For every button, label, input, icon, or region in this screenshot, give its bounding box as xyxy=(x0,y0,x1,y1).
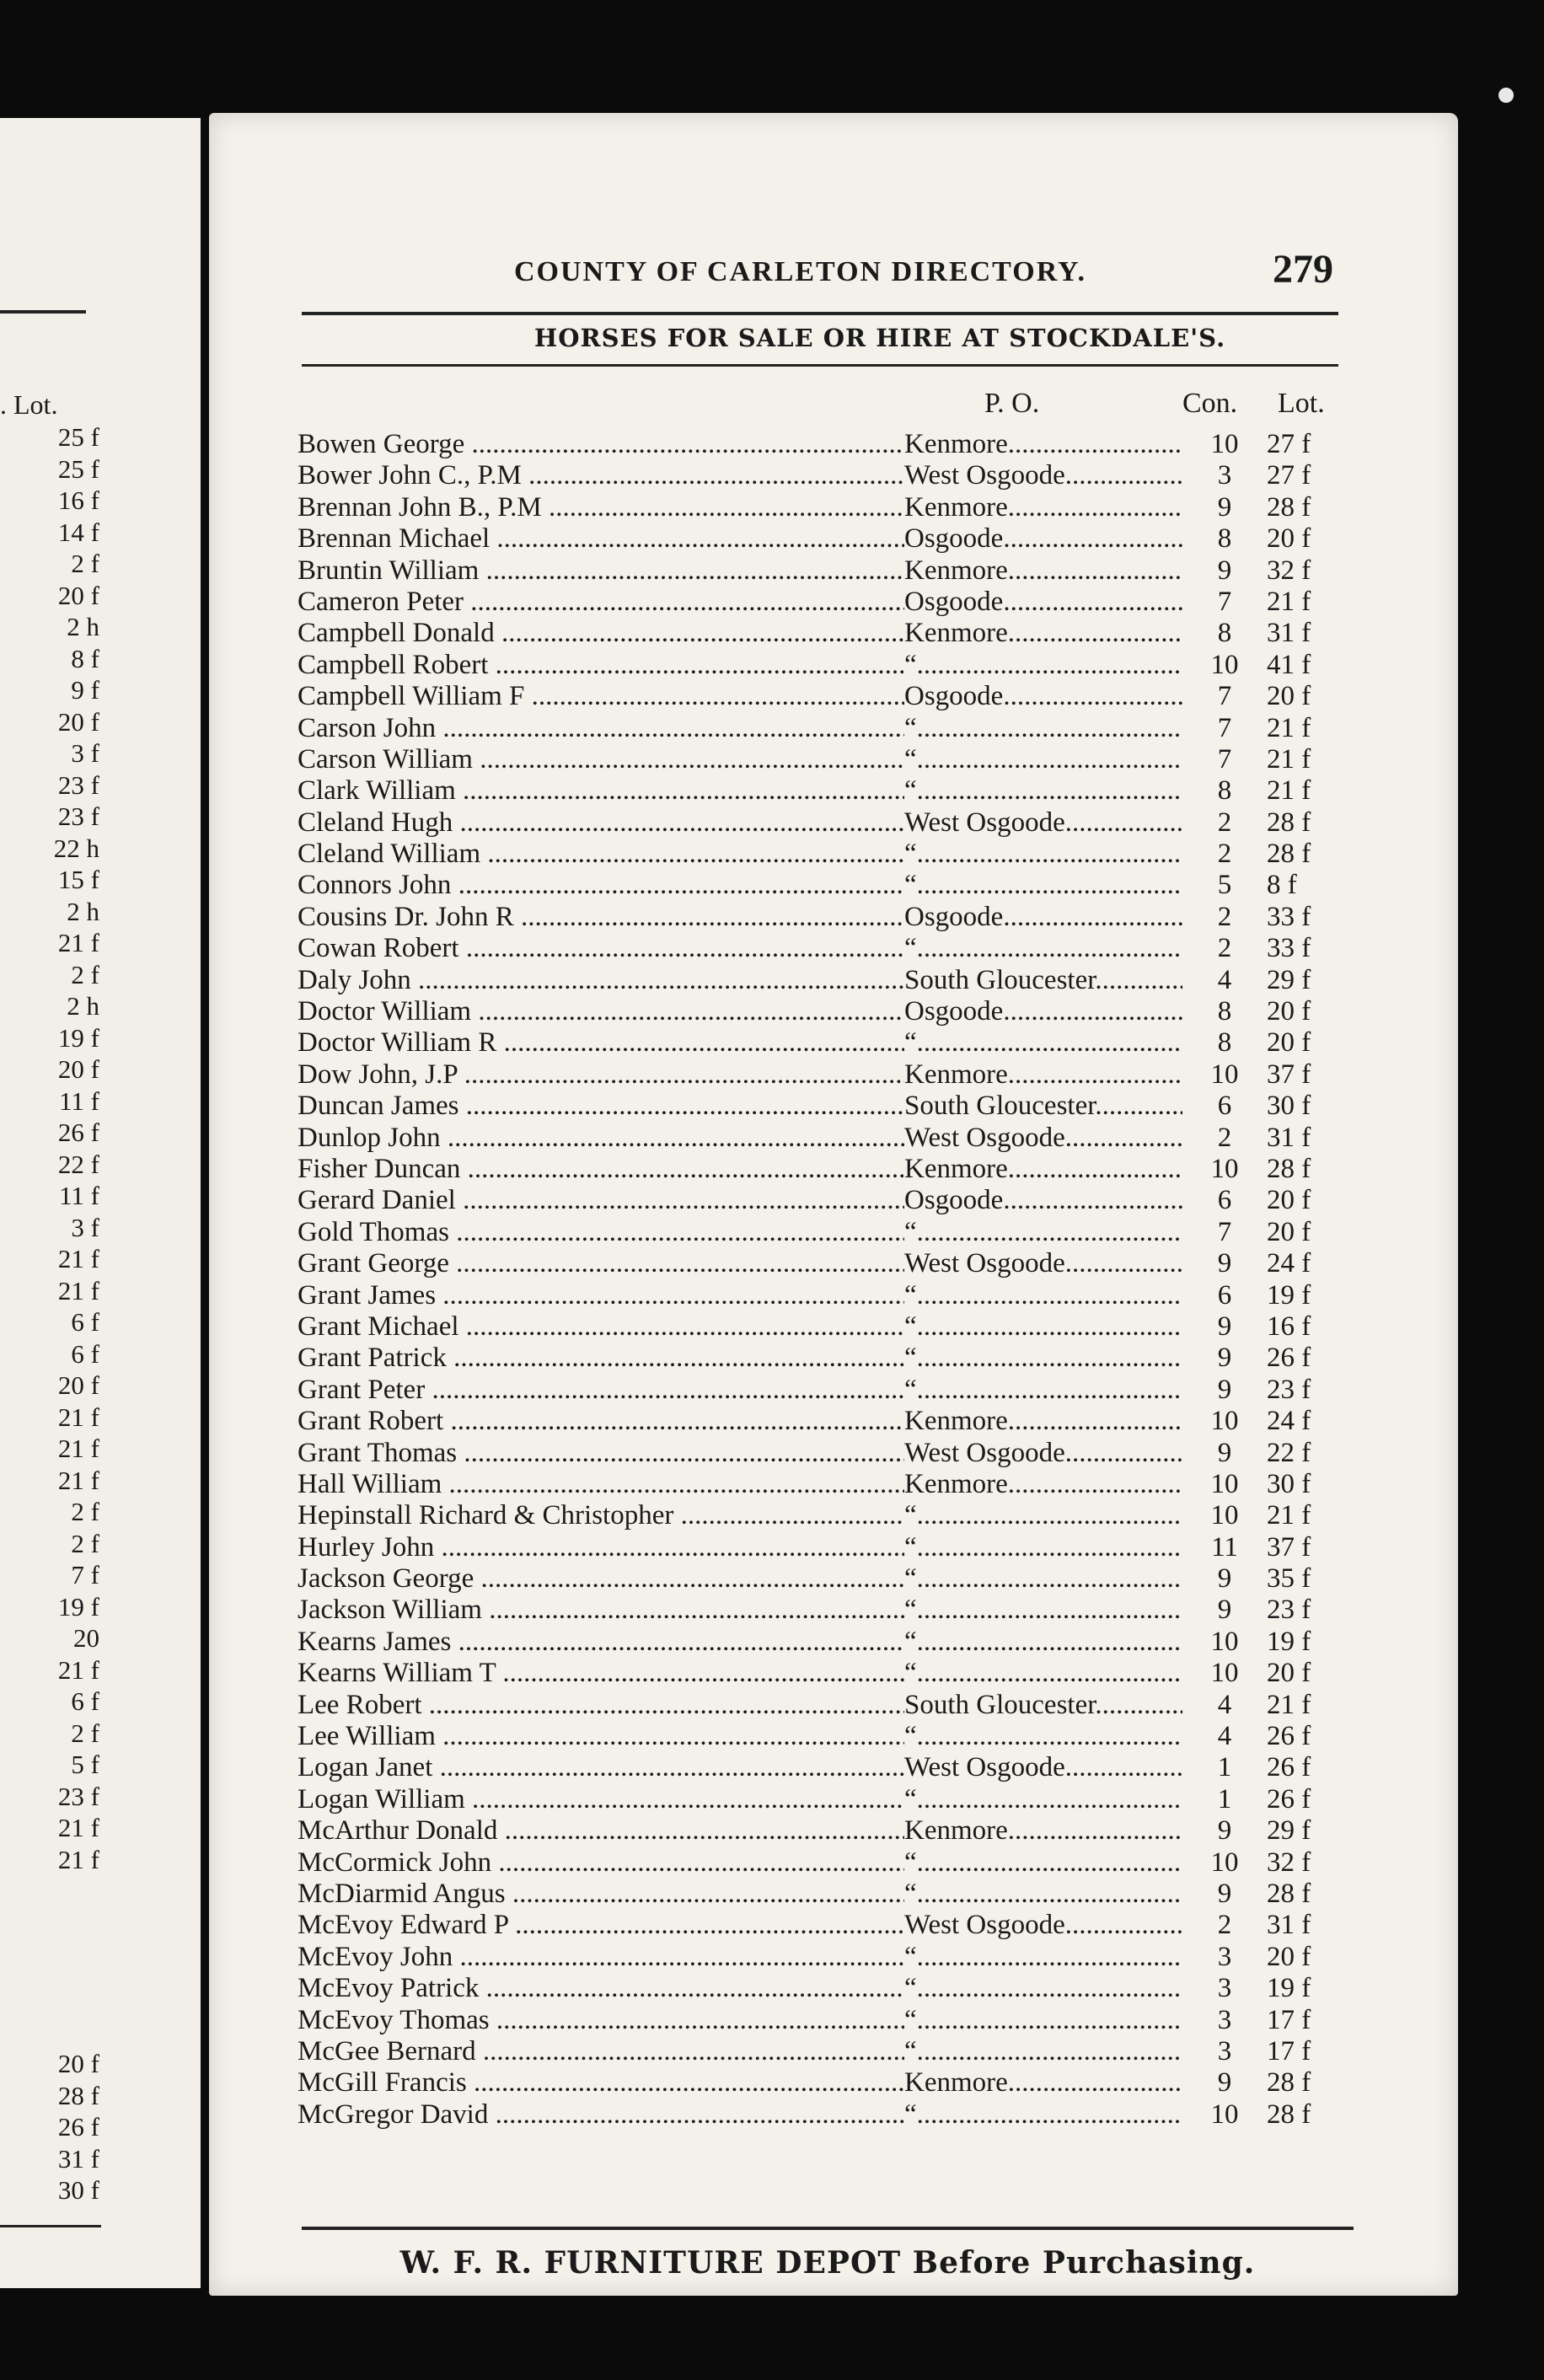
table-row xyxy=(298,1500,1359,1531)
concession: 1 xyxy=(1217,1752,1232,1783)
concession: 10 xyxy=(1210,1626,1239,1657)
lot-number: 16 f xyxy=(1267,1311,1311,1342)
table-row xyxy=(298,555,1359,587)
lot-number: 17 f xyxy=(1267,2035,1311,2066)
lot-number: 17 f xyxy=(1267,2004,1311,2035)
lot-number: 41 f xyxy=(1267,649,1311,680)
table-row xyxy=(298,1690,1359,1721)
resident-name: Daly John ..... xyxy=(298,965,904,996)
lot-number: 21 f xyxy=(1267,586,1311,617)
post-office: “ ..... xyxy=(904,933,1182,964)
table-row xyxy=(298,1311,1359,1343)
resident-name: Logan William ..... xyxy=(298,1784,904,1815)
table-row xyxy=(298,681,1359,712)
concession: 8 xyxy=(1217,618,1232,649)
resident-name: Grant Peter ..... xyxy=(298,1375,904,1406)
table-row xyxy=(298,1154,1359,1185)
concession: 9 xyxy=(1217,1311,1232,1342)
concession: 7 xyxy=(1217,586,1232,617)
concession: 5 xyxy=(1217,870,1232,901)
lot-number: 23 f xyxy=(1267,1595,1311,1626)
resident-name: Lee Robert ..... xyxy=(298,1690,904,1721)
table-row xyxy=(298,1973,1359,2004)
table-row xyxy=(298,650,1359,681)
concession: 7 xyxy=(1217,743,1232,775)
lot-number: 21 f xyxy=(1267,712,1311,743)
table-row xyxy=(298,1469,1359,1500)
header-rule xyxy=(302,312,1338,315)
resident-name: Clark William ..... xyxy=(298,775,904,807)
lot-number: 19 f xyxy=(1267,1626,1311,1657)
lot-number: 21 f xyxy=(1267,1500,1311,1531)
resident-name: McGee Bernard ..... xyxy=(298,2036,904,2067)
concession: 9 xyxy=(1217,555,1232,586)
con-column-header: Con. xyxy=(1182,388,1238,419)
post-office: Kenmore ..... xyxy=(904,1469,1182,1500)
resident-name: Duncan James ..... xyxy=(298,1091,904,1122)
concession: 9 xyxy=(1217,491,1232,523)
page-number: 279 xyxy=(1273,247,1333,292)
post-office: Kenmore ..... xyxy=(904,429,1182,460)
concession: 7 xyxy=(1217,712,1232,743)
table-row xyxy=(298,1658,1359,1689)
resident-name: Cleland Hugh ..... xyxy=(298,807,904,839)
lot-number: 20 f xyxy=(1267,1941,1311,1972)
concession: 10 xyxy=(1210,649,1239,680)
resident-name: Campbell Donald ..... xyxy=(298,618,904,649)
post-office: Kenmore ..... xyxy=(904,2067,1182,2099)
post-office: “ ..... xyxy=(904,870,1182,901)
directory-listing xyxy=(298,429,1359,2131)
post-office: South Gloucester ..... xyxy=(904,1690,1182,1721)
resident-name: McArthur Donald ..... xyxy=(298,1815,904,1847)
table-row xyxy=(298,1280,1359,1311)
scan-mark xyxy=(1498,88,1514,103)
table-row xyxy=(298,933,1359,964)
concession: 1 xyxy=(1217,1783,1232,1814)
lot-number: 28 f xyxy=(1267,2099,1311,2130)
concession: 10 xyxy=(1210,1500,1239,1531)
post-office: “ ..... xyxy=(904,1973,1182,2004)
post-office: West Osgoode ..... xyxy=(904,1752,1182,1783)
left-lot-header: . Lot. xyxy=(0,389,58,420)
concession: 9 xyxy=(1217,1374,1232,1405)
post-office: “ ..... xyxy=(904,1217,1182,1248)
concession: 2 xyxy=(1217,807,1232,838)
table-row xyxy=(298,1721,1359,1752)
table-row xyxy=(298,839,1359,870)
lot-number: 20 f xyxy=(1267,523,1311,555)
resident-name: Kearns James ..... xyxy=(298,1627,904,1658)
lot-number: 20 f xyxy=(1267,1027,1311,1059)
post-office: “ ..... xyxy=(904,2099,1182,2131)
resident-name: Dunlop John ..... xyxy=(298,1123,904,1154)
table-row xyxy=(298,713,1359,744)
post-office: Kenmore ..... xyxy=(904,1406,1182,1437)
resident-name: Jackson William ..... xyxy=(298,1595,904,1626)
resident-name: Logan Janet ..... xyxy=(298,1752,904,1783)
concession: 9 xyxy=(1217,1343,1232,1374)
table-row xyxy=(298,1815,1359,1847)
post-office: “ ..... xyxy=(904,713,1182,744)
concession: 10 xyxy=(1210,1847,1239,1878)
footer-rule xyxy=(302,2227,1354,2230)
lot-number: 20 f xyxy=(1267,681,1311,712)
concession: 9 xyxy=(1217,1563,1232,1595)
concession: 10 xyxy=(1210,1468,1239,1499)
table-row xyxy=(298,2067,1359,2099)
post-office: “ ..... xyxy=(904,1784,1182,1815)
lot-number: 21 f xyxy=(1267,743,1311,775)
lot-number: 27 f xyxy=(1267,460,1311,491)
left-page-fragment xyxy=(0,118,201,2288)
lot-number: 26 f xyxy=(1267,1343,1311,1374)
table-row xyxy=(298,2036,1359,2067)
lot-number: 30 f xyxy=(1267,1091,1311,1122)
post-office: “ ..... xyxy=(904,1343,1182,1374)
po-column-header: P. O. xyxy=(984,388,1040,419)
post-office: “ ..... xyxy=(904,1532,1182,1563)
table-row xyxy=(298,996,1359,1027)
resident-name: Lee William ..... xyxy=(298,1721,904,1752)
post-office: “ ..... xyxy=(904,1658,1182,1689)
lot-number: 24 f xyxy=(1267,1248,1311,1279)
concession: 2 xyxy=(1217,933,1232,964)
table-row xyxy=(298,1059,1359,1091)
table-row xyxy=(298,1563,1359,1595)
table-row xyxy=(298,1532,1359,1563)
table-row xyxy=(298,1027,1359,1059)
lot-number: 26 f xyxy=(1267,1752,1311,1783)
table-row xyxy=(298,870,1359,901)
concession: 10 xyxy=(1210,1059,1239,1090)
resident-name: McCormick John ..... xyxy=(298,1847,904,1879)
table-row xyxy=(298,1217,1359,1248)
post-office: “ ..... xyxy=(904,1942,1182,1973)
concession: 3 xyxy=(1217,1941,1232,1972)
lot-number: 8 f xyxy=(1267,870,1297,901)
concession: 9 xyxy=(1217,1878,1232,1909)
resident-name: Doctor William R ..... xyxy=(298,1027,904,1059)
concession: 4 xyxy=(1217,1689,1232,1720)
lot-number: 19 f xyxy=(1267,1973,1311,2004)
resident-name: McEvoy Patrick ..... xyxy=(298,1973,904,2004)
lot-number: 22 f xyxy=(1267,1437,1311,1468)
concession: 3 xyxy=(1217,460,1232,491)
post-office: Kenmore ..... xyxy=(904,1154,1182,1185)
post-office: West Osgoode ..... xyxy=(904,460,1182,491)
table-row xyxy=(298,492,1359,523)
concession: 8 xyxy=(1217,996,1232,1027)
post-office: West Osgoode ..... xyxy=(904,1248,1182,1279)
post-office: “ ..... xyxy=(904,650,1182,681)
concession: 6 xyxy=(1217,1185,1232,1216)
concession: 2 xyxy=(1217,1122,1232,1153)
post-office: “ ..... xyxy=(904,1847,1182,1879)
concession: 8 xyxy=(1217,775,1232,807)
left-top-rule xyxy=(0,310,86,314)
post-office: Kenmore ..... xyxy=(904,1059,1182,1091)
lot-number: 30 f xyxy=(1267,1468,1311,1499)
table-row xyxy=(298,807,1359,839)
post-office: Osgoode ..... xyxy=(904,996,1182,1027)
lot-number: 35 f xyxy=(1267,1563,1311,1595)
table-row xyxy=(298,775,1359,807)
concession: 11 xyxy=(1211,1531,1238,1563)
post-office: “ ..... xyxy=(904,1563,1182,1595)
resident-name: Hall William ..... xyxy=(298,1469,904,1500)
post-office: Osgoode ..... xyxy=(904,902,1182,933)
table-row xyxy=(298,1879,1359,1910)
resident-name: Dow John, J.P ..... xyxy=(298,1059,904,1091)
table-row xyxy=(298,1910,1359,1941)
post-office: “ ..... xyxy=(904,1627,1182,1658)
lot-number: 29 f xyxy=(1267,1815,1311,1847)
table-row xyxy=(298,1123,1359,1154)
concession: 8 xyxy=(1217,523,1232,555)
resident-name: Gerard Daniel ..... xyxy=(298,1185,904,1216)
post-office: “ ..... xyxy=(904,2005,1182,2036)
left-lot-column-lower: 20 f 28 f 26 f 31 f 30 f xyxy=(57,2049,99,2205)
resident-name: McDiarmid Angus ..... xyxy=(298,1879,904,1910)
lot-column-header: Lot. xyxy=(1278,388,1325,419)
concession: 6 xyxy=(1217,1091,1232,1122)
lot-number: 28 f xyxy=(1267,2067,1311,2099)
table-row xyxy=(298,523,1359,555)
table-row xyxy=(298,1185,1359,1216)
post-office: Osgoode ..... xyxy=(904,681,1182,712)
resident-name: Gold Thomas ..... xyxy=(298,1217,904,1248)
table-row xyxy=(298,1595,1359,1626)
concession: 4 xyxy=(1217,964,1232,995)
lot-number: 20 f xyxy=(1267,1185,1311,1216)
resident-name: Campbell William F ..... xyxy=(298,681,904,712)
table-row xyxy=(298,902,1359,933)
post-office: “ ..... xyxy=(904,1311,1182,1343)
resident-name: Cameron Peter ..... xyxy=(298,587,904,618)
directory-page xyxy=(209,113,1458,2296)
lot-number: 28 f xyxy=(1267,1878,1311,1909)
resident-name: Grant Robert ..... xyxy=(298,1406,904,1437)
lot-number: 28 f xyxy=(1267,491,1311,523)
resident-name: Cleland William ..... xyxy=(298,839,904,870)
ad-rule xyxy=(302,364,1338,367)
concession: 10 xyxy=(1210,1658,1239,1689)
concession: 9 xyxy=(1217,1595,1232,1626)
bottom-advertisement: W. F. R. FURNITURE DEPOT Before Purchasing. xyxy=(399,2245,1256,2281)
concession: 9 xyxy=(1217,1815,1232,1847)
lot-number: 20 f xyxy=(1267,1658,1311,1689)
post-office: Kenmore ..... xyxy=(904,618,1182,649)
resident-name: Bruntin William ..... xyxy=(298,555,904,587)
lot-number: 20 f xyxy=(1267,996,1311,1027)
lot-number: 29 f xyxy=(1267,964,1311,995)
concession: 10 xyxy=(1210,2099,1239,2130)
resident-name: Bower John C., P.M ..... xyxy=(298,460,904,491)
resident-name: Kearns William T ..... xyxy=(298,1658,904,1689)
table-row xyxy=(298,429,1359,460)
table-row xyxy=(298,1091,1359,1122)
lot-number: 26 f xyxy=(1267,1721,1311,1752)
table-row xyxy=(298,460,1359,491)
concession: 9 xyxy=(1217,1437,1232,1468)
lot-number: 33 f xyxy=(1267,901,1311,932)
concession: 8 xyxy=(1217,1027,1232,1059)
concession: 3 xyxy=(1217,2004,1232,2035)
table-row xyxy=(298,1752,1359,1783)
concession: 2 xyxy=(1217,901,1232,932)
resident-name: Connors John ..... xyxy=(298,870,904,901)
running-head: COUNTY OF CARLETON DIRECTORY. xyxy=(514,256,1086,287)
concession: 2 xyxy=(1217,839,1232,870)
resident-name: Bowen George ..... xyxy=(298,429,904,460)
resident-name: Grant Michael ..... xyxy=(298,1311,904,1343)
lot-number: 24 f xyxy=(1267,1406,1311,1437)
concession: 2 xyxy=(1217,1910,1232,1941)
table-row xyxy=(298,1847,1359,1879)
resident-name: Grant George ..... xyxy=(298,1248,904,1279)
resident-name: McEvoy Thomas ..... xyxy=(298,2005,904,2036)
table-row xyxy=(298,1343,1359,1374)
lot-number: 20 f xyxy=(1267,1216,1311,1247)
concession: 4 xyxy=(1217,1721,1232,1752)
post-office: Kenmore ..... xyxy=(904,1815,1182,1847)
resident-name: Hepinstall Richard & Christopher ..... xyxy=(298,1500,904,1531)
lot-number: 37 f xyxy=(1267,1059,1311,1090)
lot-number: 28 f xyxy=(1267,1153,1311,1184)
lot-number: 19 f xyxy=(1267,1279,1311,1311)
table-row xyxy=(298,2005,1359,2036)
lot-number: 37 f xyxy=(1267,1531,1311,1563)
lot-number: 28 f xyxy=(1267,807,1311,838)
lot-number: 31 f xyxy=(1267,1910,1311,1941)
lot-number: 31 f xyxy=(1267,618,1311,649)
lot-number: 32 f xyxy=(1267,1847,1311,1878)
table-row xyxy=(298,744,1359,775)
concession: 7 xyxy=(1217,1216,1232,1247)
lot-number: 31 f xyxy=(1267,1122,1311,1153)
resident-name: Jackson George ..... xyxy=(298,1563,904,1595)
resident-name: Brennan Michael ..... xyxy=(298,523,904,555)
post-office: “ ..... xyxy=(904,839,1182,870)
lot-number: 28 f xyxy=(1267,839,1311,870)
table-row xyxy=(298,1627,1359,1658)
resident-name: Grant James ..... xyxy=(298,1280,904,1311)
table-row xyxy=(298,1438,1359,1469)
post-office: “ ..... xyxy=(904,775,1182,807)
lot-number: 21 f xyxy=(1267,775,1311,807)
post-office: West Osgoode ..... xyxy=(904,1438,1182,1469)
post-office: “ ..... xyxy=(904,2036,1182,2067)
post-office: “ ..... xyxy=(904,1721,1182,1752)
concession: 9 xyxy=(1217,1248,1232,1279)
resident-name: Grant Thomas ..... xyxy=(298,1438,904,1469)
post-office: “ ..... xyxy=(904,1595,1182,1626)
post-office: West Osgoode ..... xyxy=(904,1910,1182,1941)
post-office: South Gloucester ..... xyxy=(904,965,1182,996)
resident-name: McEvoy John ..... xyxy=(298,1942,904,1973)
post-office: “ ..... xyxy=(904,1500,1182,1531)
resident-name: Brennan John B., P.M ..... xyxy=(298,492,904,523)
resident-name: McEvoy Edward P ..... xyxy=(298,1910,904,1941)
post-office: Osgoode ..... xyxy=(904,1185,1182,1216)
post-office: South Gloucester ..... xyxy=(904,1091,1182,1122)
resident-name: Carson John ..... xyxy=(298,713,904,744)
table-row xyxy=(298,1784,1359,1815)
concession: 7 xyxy=(1217,681,1232,712)
post-office: “ ..... xyxy=(904,744,1182,775)
table-row xyxy=(298,1406,1359,1437)
concession: 10 xyxy=(1210,429,1239,459)
resident-name: Grant Patrick ..... xyxy=(298,1343,904,1374)
table-row xyxy=(298,965,1359,996)
resident-name: Doctor William ..... xyxy=(298,996,904,1027)
resident-name: Fisher Duncan ..... xyxy=(298,1154,904,1185)
post-office: “ ..... xyxy=(904,1027,1182,1059)
post-office: “ ..... xyxy=(904,1375,1182,1406)
post-office: Kenmore ..... xyxy=(904,555,1182,587)
post-office: Kenmore ..... xyxy=(904,492,1182,523)
lot-number: 23 f xyxy=(1267,1374,1311,1405)
lot-number: 26 f xyxy=(1267,1783,1311,1814)
post-office: Osgoode ..... xyxy=(904,587,1182,618)
concession: 6 xyxy=(1217,1279,1232,1311)
resident-name: McGill Francis ..... xyxy=(298,2067,904,2099)
resident-name: McGregor David ..... xyxy=(298,2099,904,2131)
table-row xyxy=(298,1942,1359,1973)
resident-name: Hurley John ..... xyxy=(298,1532,904,1563)
resident-name: Campbell Robert ..... xyxy=(298,650,904,681)
concession: 3 xyxy=(1217,2035,1232,2066)
concession: 10 xyxy=(1210,1406,1239,1437)
resident-name: Cousins Dr. John R ..... xyxy=(298,902,904,933)
resident-name: Cowan Robert ..... xyxy=(298,933,904,964)
lot-number: 33 f xyxy=(1267,933,1311,964)
left-lot-column: 25 f 25 f 16 f 14 f 2 f 20 f 2 h 8 f 9 f 20 f 3 f 23 f 23 f 22 h 15 f 2 h 21 f 2 f 2 h 19 f 20 f 11 f 26 f 22 f 11 f 3 f 21 f 21 f 6 f 6 f 20 f 21 f 21 f 21 f 2 f 2 f 7 f 19 f 20 21 f 6 f 2 f 5 f 23 f 21 f 21 f xyxy=(53,422,99,1874)
table-row xyxy=(298,587,1359,618)
post-office: “ ..... xyxy=(904,1280,1182,1311)
post-office: West Osgoode ..... xyxy=(904,1123,1182,1154)
resident-name: Carson William ..... xyxy=(298,744,904,775)
table-row xyxy=(298,1375,1359,1406)
left-bottom-rule xyxy=(0,2225,101,2227)
lot-number: 21 f xyxy=(1267,1689,1311,1720)
concession: 3 xyxy=(1217,1973,1232,2004)
post-office: “ ..... xyxy=(904,1879,1182,1910)
lot-number: 32 f xyxy=(1267,555,1311,586)
lot-number: 27 f xyxy=(1267,429,1311,459)
post-office: West Osgoode ..... xyxy=(904,807,1182,839)
table-row xyxy=(298,2099,1359,2131)
post-office: Osgoode ..... xyxy=(904,523,1182,555)
table-row xyxy=(298,1248,1359,1279)
table-row xyxy=(298,618,1359,649)
concession: 10 xyxy=(1210,1153,1239,1184)
top-advertisement: HORSES FOR SALE OR HIRE AT STOCKDALE'S. xyxy=(533,324,1226,352)
concession: 9 xyxy=(1217,2067,1232,2099)
